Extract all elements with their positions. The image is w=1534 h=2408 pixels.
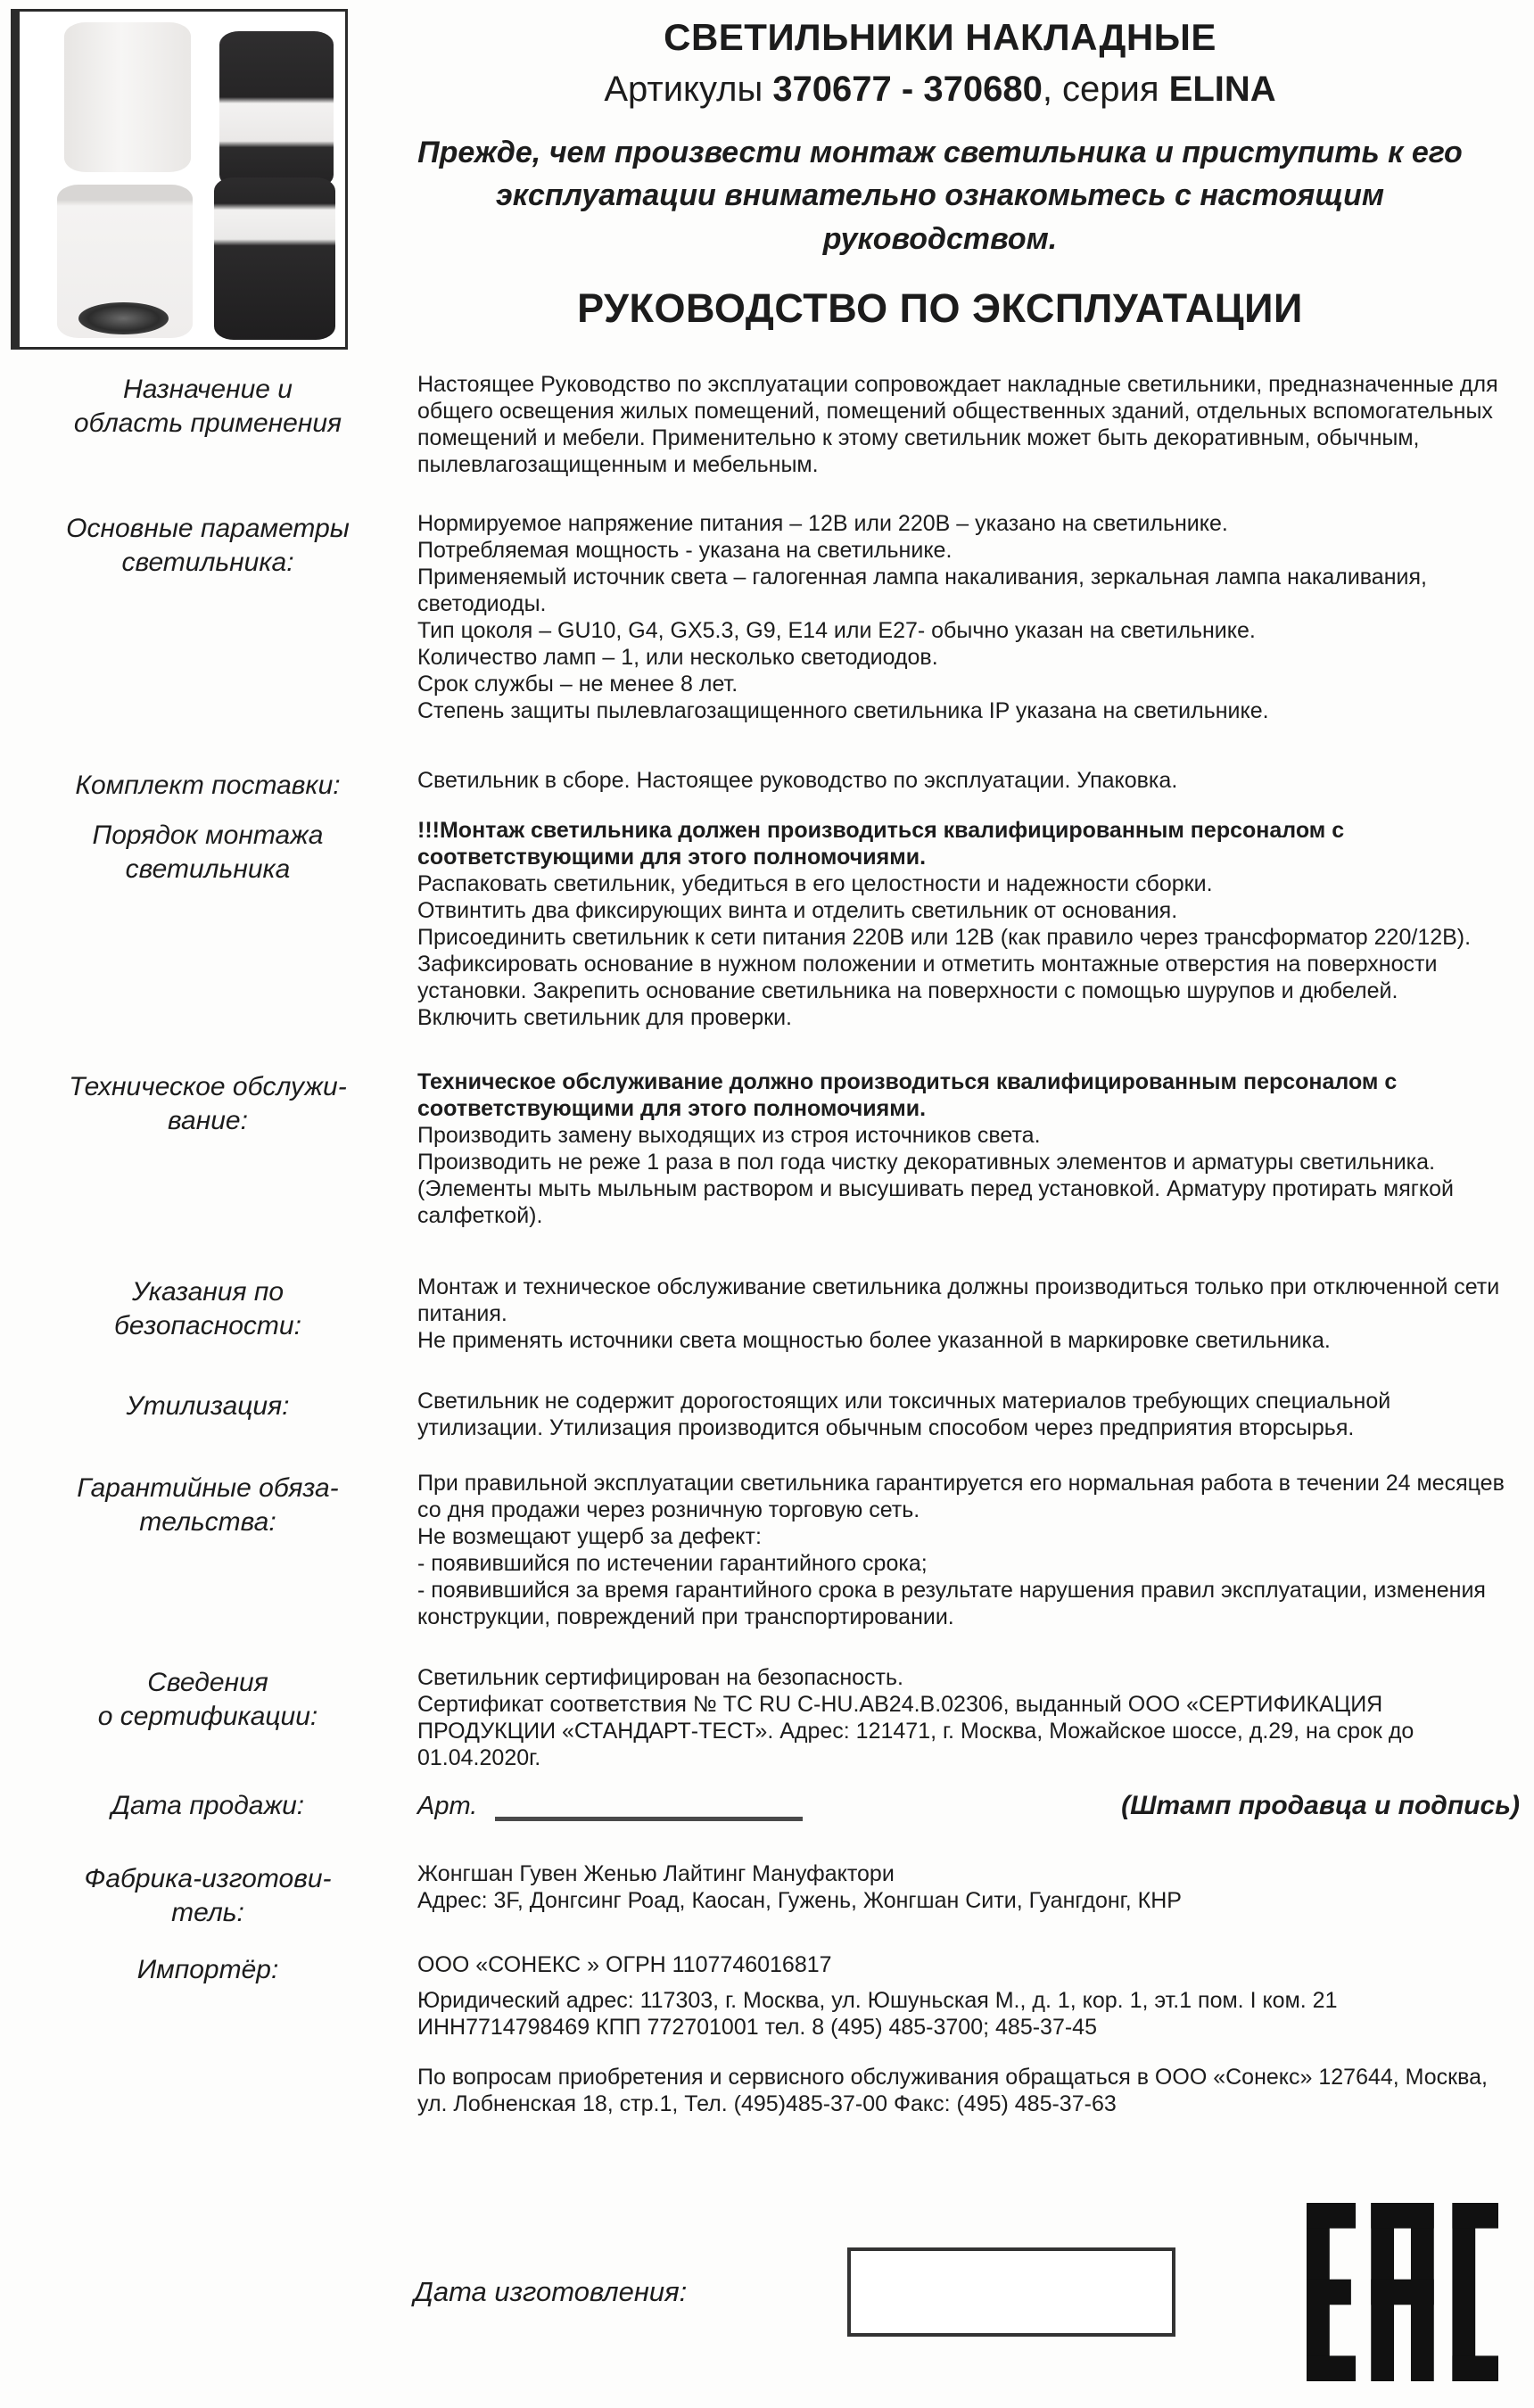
- section-body: [405, 817, 1522, 1031]
- paragraph: !!!Монтаж светильника должен производиться квалифицированным персоналом с соответствующими для этого полномочиями.: [417, 818, 1345, 870]
- manufacture-date-label: Дата изготовления:: [414, 2276, 688, 2307]
- section-warranty: [11, 1470, 1522, 1630]
- section-heading: [11, 1860, 405, 1930]
- section-heading-line: тель:: [171, 1898, 244, 1927]
- manufacture-date-box: [847, 2247, 1175, 2337]
- articles-numbers: 370677 - 370680: [772, 70, 1043, 109]
- paragraph: Производить замену выходящих из строя источников света.: [417, 1123, 1041, 1148]
- section-heading-line: светильника:: [121, 548, 294, 577]
- seller-stamp-note: (Штамп продавца и подпись): [1121, 1791, 1520, 1820]
- section-heading-line: Сведения: [147, 1668, 268, 1697]
- article-label: Арт.: [417, 1792, 478, 1820]
- manual-title: РУКОВОДСТВО ПО ЭКСПЛУАТАЦИИ: [577, 285, 1303, 331]
- section-heading-line: светильника: [125, 854, 291, 884]
- paragraph: Производить не реже 1 раза в пол года чистку декоративных элементов и арматуры светильника. (Элементы мыть мыльным раствором и высушивать перед установкой. Арматуру протирать мягкой салфеткой).: [417, 1150, 1454, 1228]
- paragraph: Адрес: 3F, Донгсинг Роад, Каосан, Гужень, Жонгшан Сити, Гуангдонг, КНР: [417, 1888, 1182, 1913]
- section-heading-line: Импортёр:: [136, 1955, 279, 1984]
- section-heading-line: Назначение и: [123, 375, 293, 404]
- section-heading: [11, 767, 405, 803]
- section-cert: [11, 1664, 1522, 1771]
- header: [11, 9, 1522, 350]
- section-heading: [11, 371, 405, 478]
- paragraph: Количество ламп – 1, или несколько светодиодов.: [417, 645, 938, 670]
- paragraph: Отвинтить два фиксирующих винта и отделить светильник от основания.: [417, 898, 1178, 923]
- section-body: [405, 1068, 1522, 1229]
- black-luminaire-image: [219, 31, 334, 188]
- section-heading-line: Основные параметры: [66, 514, 350, 543]
- section-util: [11, 1388, 1522, 1441]
- paragraph: - появившийся по истечении гарантийного срока;: [417, 1551, 928, 1576]
- section-heading-line: Фабрика-изготови-: [84, 1864, 332, 1893]
- sections-top: [11, 371, 1522, 1771]
- section-heading-line: область применения: [73, 408, 342, 438]
- paragraph: Нормируемое напряжение питания – 12В или 220В – указано на светильнике.: [417, 511, 1228, 536]
- lamp-aperture: [78, 302, 168, 334]
- series-prefix: , серия: [1042, 70, 1169, 109]
- section-heading-line: вание:: [168, 1106, 248, 1135]
- paragraph: Включить светильник для проверки.: [417, 1005, 793, 1030]
- section-heading-line: Комплект поставки:: [75, 771, 341, 800]
- section-body: [405, 767, 1522, 803]
- paragraph: При правильной эксплуатации светильника гарантируется его нормальная работа в течении 24 месяцев со дня продажи через розничную торговую сеть.: [417, 1471, 1505, 1522]
- section-heading-line: Техническое обслужи-: [69, 1072, 347, 1101]
- section-heading: [11, 1068, 405, 1229]
- series-name: ELINA: [1168, 70, 1276, 109]
- section-heading: [11, 1274, 405, 1354]
- section-montazh: [11, 817, 1522, 1031]
- section-komplekt: [11, 767, 1522, 803]
- section-heading: [11, 817, 405, 1031]
- section-heading-line: Утилизация:: [126, 1391, 290, 1421]
- section-heading-line: о сертификации:: [97, 1702, 318, 1731]
- section-naznachenie: [11, 371, 1522, 478]
- section-params: [11, 510, 1522, 724]
- header-text: [348, 9, 1522, 332]
- paragraph: ООО «СОНЕКС » ОГРН 1107746016817: [417, 1952, 832, 1977]
- section-importer: [11, 1951, 1522, 2117]
- section-body: [405, 1274, 1522, 1354]
- section-safety: [11, 1274, 1522, 1354]
- section-heading: [11, 1470, 405, 1630]
- product-photo: [11, 9, 348, 350]
- paragraph: Степень защиты пылевлагозащищенного светильника IP указана на светильнике.: [417, 698, 1269, 723]
- paragraph: Техническое обслуживание должно производиться квалифицированным персоналом с соответствующими для этого полномочиями.: [417, 1069, 1398, 1121]
- read-before-use-notice: Прежде, чем произвести монтаж светильника и приступить к его эксплуатации внимательно ознакомьтесь с настоящим руководством.: [417, 136, 1463, 256]
- paragraph: - появившийся за время гарантийного срока в результате нарушения правил эксплуатации, изменения конструкции, повреждений при транспортировании.: [417, 1578, 1486, 1629]
- paragraph: Не применять источники света мощностью более указанной в маркировке светильника.: [417, 1328, 1331, 1353]
- eac-conformity-mark-icon: [1307, 2203, 1498, 2381]
- paragraph: Применяемый источник света – галогенная лампа накаливания, зеркальная лампа накаливания, светодиоды.: [417, 565, 1427, 616]
- paragraph: Светильник в сборе. Настоящее руководство по эксплуатации. Упаковка.: [417, 768, 1178, 793]
- paragraph: Тип цоколя – GU10, G4, GX5.3, G9, Е14 или Е27- обычно указан на светильнике.: [417, 618, 1256, 643]
- paragraph: Зафиксировать основание в нужном положении и отметить монтажные отверстия на поверхности установки. Закрепить основание светильника на поверхности с помощью шурупов и дюбелей.: [417, 952, 1438, 1003]
- section-heading: [11, 510, 405, 724]
- paragraph: Потребляемая мощность - указана на светильнике.: [417, 538, 953, 563]
- black-luminaire-image: [214, 177, 335, 340]
- paragraph: Юридический адрес: 117303, г. Москва, ул. Юшуньская М., д. 1, кор. 1, эт.1 пом. I ком. 21: [417, 1988, 1338, 2013]
- section-heading-line: Гарантийные обяза-: [77, 1473, 339, 1503]
- section-heading-line: Порядок монтажа: [92, 821, 324, 850]
- paragraph: Распаковать светильник, убедиться в его целостности и надежности сборки.: [417, 871, 1213, 896]
- section-heading-line: Указания по: [131, 1277, 285, 1307]
- sale-date-row: [11, 1791, 1522, 1821]
- sections-bottom: [11, 1860, 1522, 2117]
- section-body: [405, 1470, 1522, 1630]
- paragraph: Сертификат соответствия № ТС RU C-HU.АВ24.В.02306, выданный ООО «СЕРТИФИКАЦИЯ ПРОДУКЦИИ «СТАНДАРТ-ТЕСТ». Адрес: 121471, г. Москва, Можайское шоссе, д.29, на срок до 01.04.2020г.: [417, 1692, 1414, 1770]
- section-body: [405, 1664, 1522, 1771]
- paragraph: Светильник сертифицирован на безопасность.: [417, 1665, 903, 1690]
- paragraph: Жонгшан Гувен Женью Лайтинг Мануфактори: [417, 1861, 895, 1886]
- sale-date-heading: Дата продажи:: [111, 1791, 305, 1820]
- section-body: [405, 1388, 1522, 1441]
- paragraph: Настоящее Руководство по эксплуатации сопровождает накладные светильники, предназначенные для общего освещения жилых помещений, помещений общественных зданий, отдельных вспомогательных помещений и мебели. Применительно к этому светильник может быть декоративным, обычным, пылевлагозащищенным и мебельным.: [417, 372, 1498, 477]
- section-factory: [11, 1860, 1522, 1930]
- section-heading: [11, 1388, 405, 1441]
- section-body: [405, 1860, 1522, 1930]
- paragraph: Монтаж и техническое обслуживание светильника должны производиться только при отключенной сети питания.: [417, 1274, 1500, 1326]
- articles-prefix: Артикулы: [604, 70, 773, 109]
- paragraph: Светильник не содержит дорогостоящих или токсичных материалов требующих специальной утилизации. Утилизация производится обычным способом через предприятия вторсырья.: [417, 1389, 1391, 1440]
- paragraph: По вопросам приобретения и сервисного обслуживания обращаться в ООО «Сонекс» 127644, Москва, ул. Лобненская 18, стр.1, Тел. (495)485-37-00 Факс: (495) 485-37-63: [417, 2065, 1488, 2116]
- white-luminaire-image: [64, 22, 191, 172]
- manufacture-date-row: [11, 2203, 1522, 2381]
- section-heading: [11, 1664, 405, 1771]
- paragraph: Присоединить светильник к сети питания 220В или 12В (как правило через трансформатор 220/12В).: [417, 925, 1472, 950]
- sale-date-body: [405, 1791, 1522, 1821]
- paragraph: ИНН7714798469 КПП 772701001 тел. 8 (495) 485-3700; 485-37-45: [417, 2015, 1097, 2040]
- white-luminaire-image: [57, 185, 193, 338]
- section-heading-line: безопасности:: [114, 1311, 301, 1340]
- paragraph: Не возмещают ущерб за дефект:: [417, 1524, 762, 1549]
- section-tech: [11, 1068, 1522, 1229]
- section-heading-line: тельства:: [139, 1507, 276, 1537]
- paragraph: Срок службы – не менее 8 лет.: [417, 672, 738, 697]
- section-body: [405, 510, 1522, 724]
- section-body: [405, 1951, 1522, 2117]
- article-blank-line: [495, 1815, 803, 1821]
- articles-line: [366, 70, 1514, 110]
- section-body: [405, 371, 1522, 478]
- section-heading: [11, 1951, 405, 2117]
- document-title: СВЕТИЛЬНИКИ НАКЛАДНЫЕ: [664, 16, 1216, 58]
